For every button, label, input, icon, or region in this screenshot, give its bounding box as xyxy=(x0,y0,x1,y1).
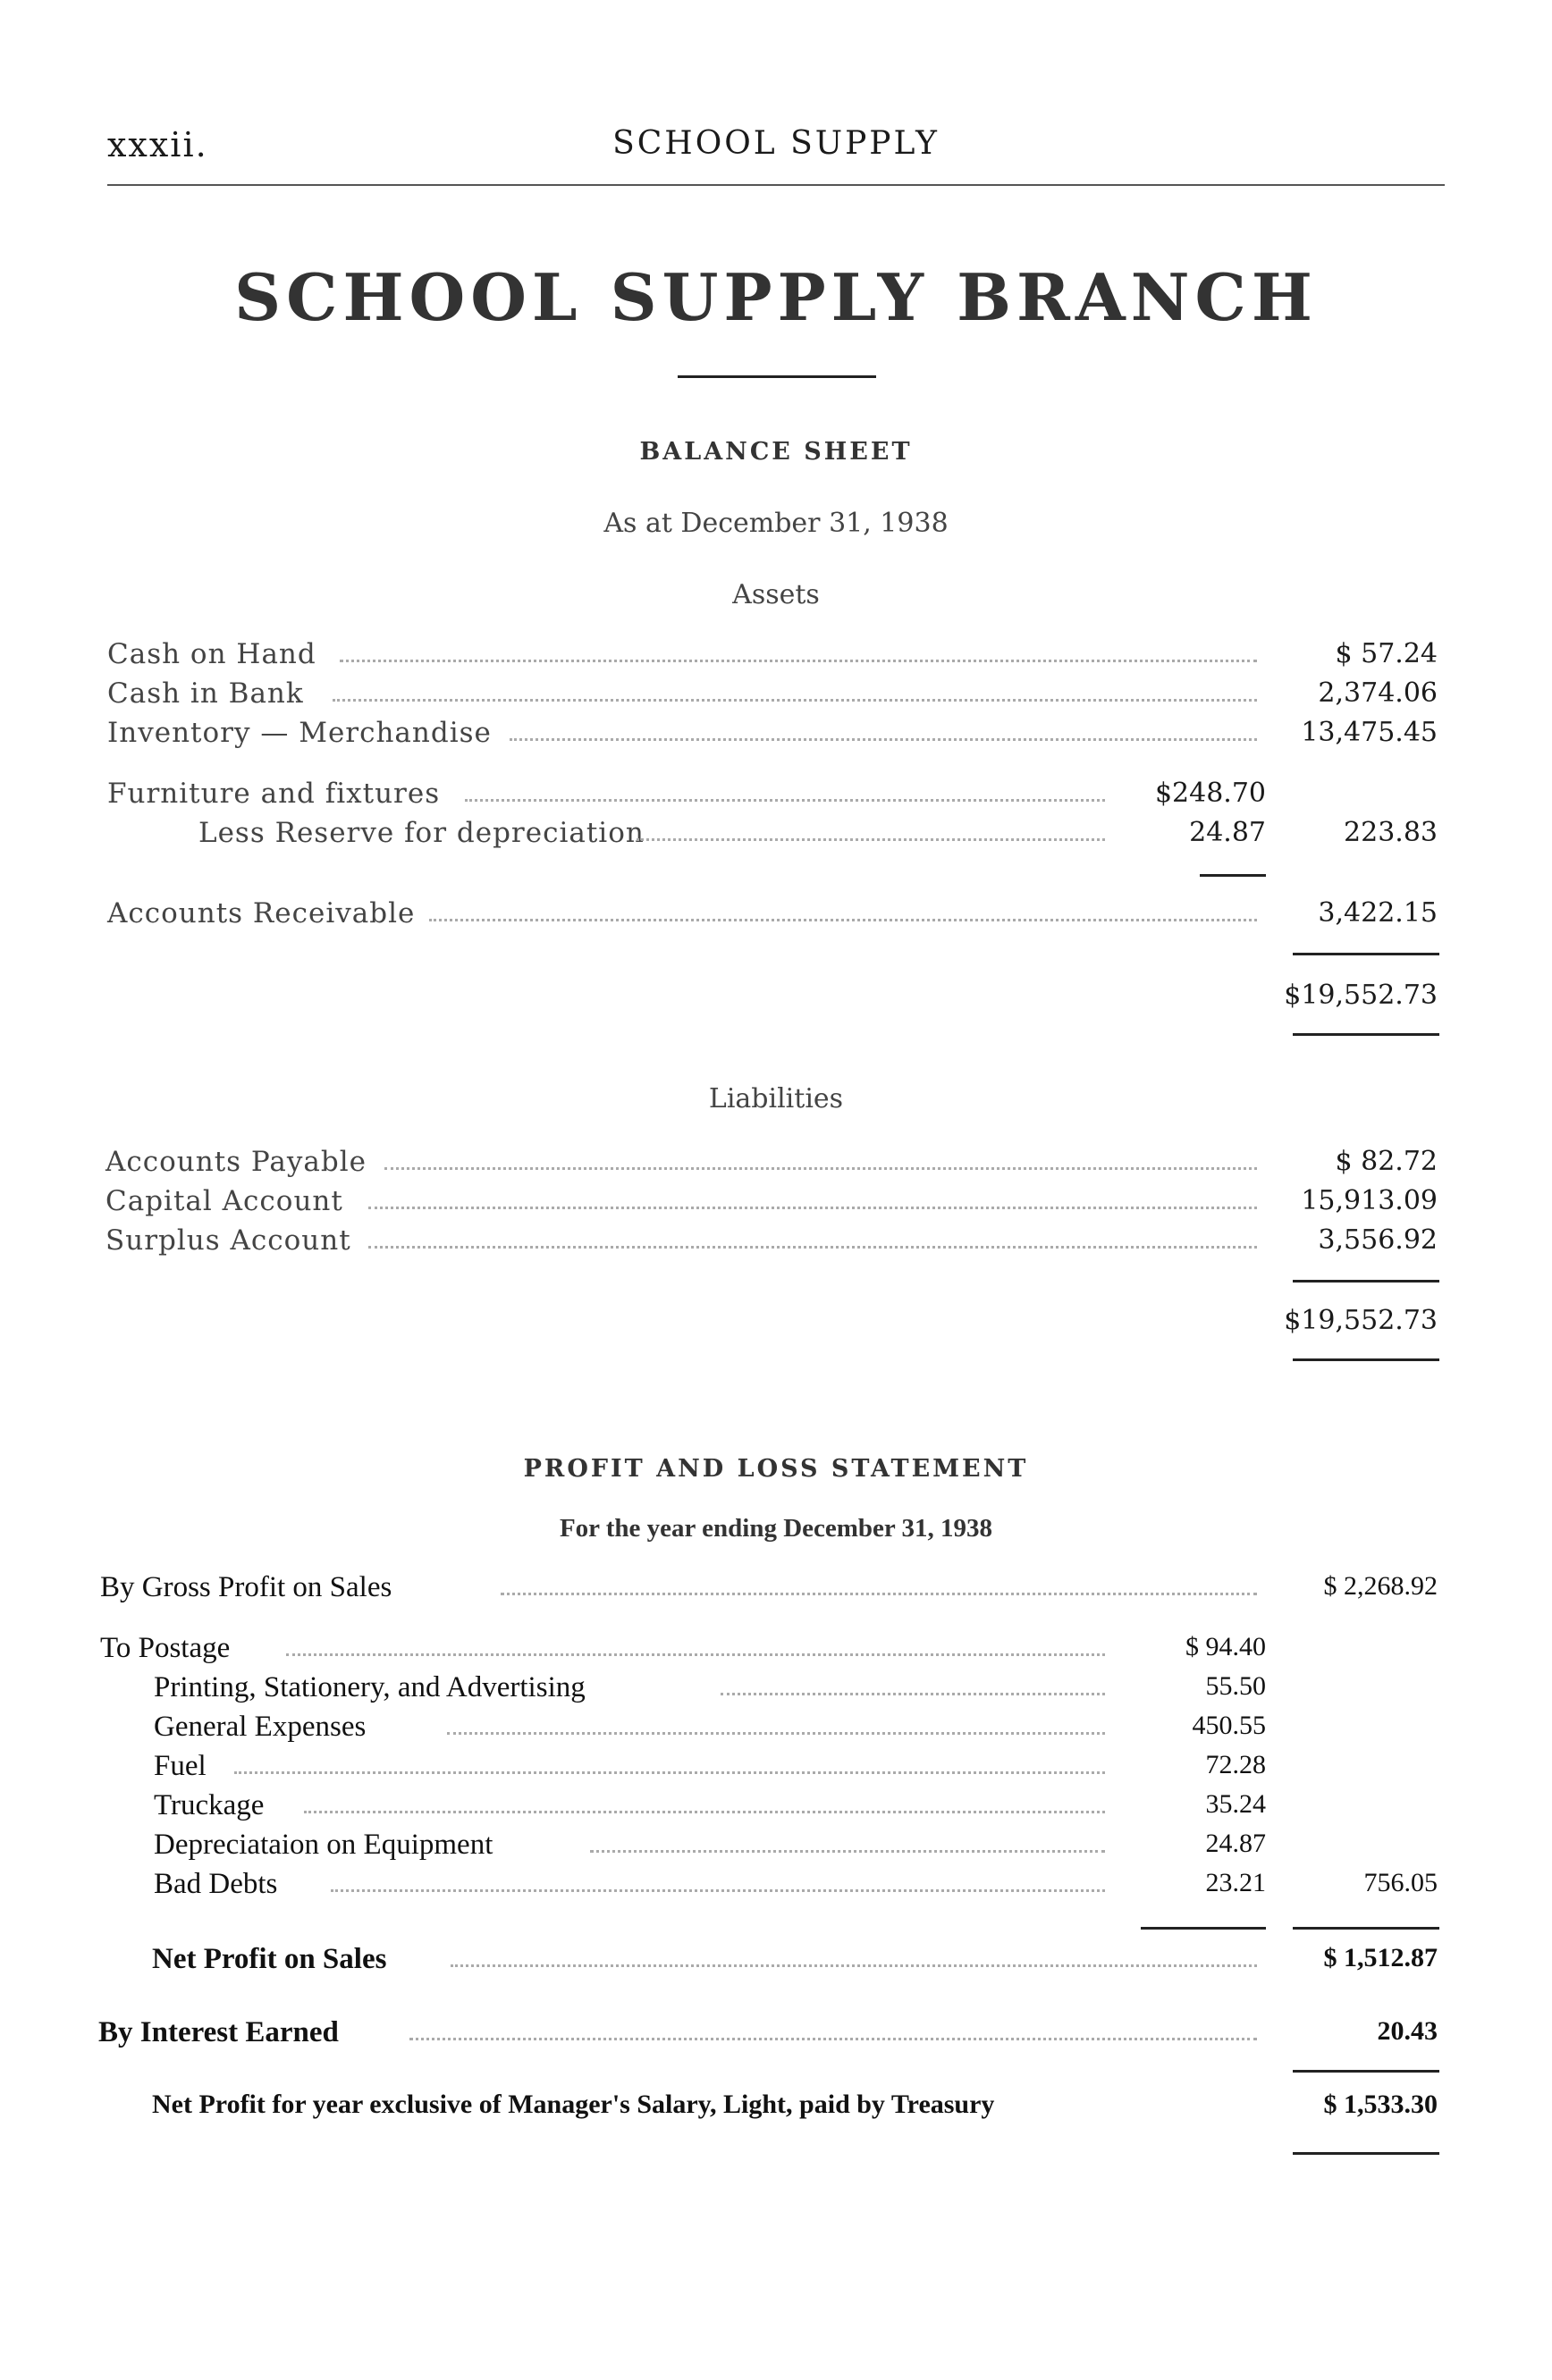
gross-profit-row xyxy=(0,1571,1552,1609)
leader-dots xyxy=(340,660,1257,662)
leader-dots xyxy=(590,1850,1105,1853)
profit-loss-heading: PROFIT AND LOSS STATEMENT xyxy=(523,1455,1029,1483)
row-label: Net Profit on Sales xyxy=(152,1943,387,1975)
asset-row-receivable xyxy=(0,897,1552,935)
leader-dots xyxy=(304,1811,1105,1813)
total-rule xyxy=(1293,1927,1439,1930)
row-amount: $ 57.24 xyxy=(1335,638,1438,669)
leader-dots xyxy=(234,1771,1105,1774)
row-label: Bad Debts xyxy=(154,1868,278,1900)
expense-row-bad-debts xyxy=(0,1868,1552,1905)
liability-row-surplus xyxy=(0,1224,1552,1262)
expense-row-printing xyxy=(0,1671,1552,1709)
row-label: Accounts Receivable xyxy=(107,897,416,929)
row-subamount: 72.28 xyxy=(1205,1750,1266,1779)
row-subamount: 35.24 xyxy=(1205,1789,1266,1819)
expenses-total: 756.05 xyxy=(1363,1868,1438,1897)
assets-label: Assets xyxy=(732,579,820,610)
leader-dots xyxy=(451,1964,1257,1967)
row-label: Cash on Hand xyxy=(107,638,316,670)
row-amount: 3,556.92 xyxy=(1318,1224,1438,1256)
leader-dots xyxy=(409,2038,1257,2040)
asset-row-inventory xyxy=(0,717,1552,754)
subtotal-rule xyxy=(1200,874,1266,877)
leader-dots xyxy=(721,1693,1105,1695)
page-number: xxxii. xyxy=(107,125,208,164)
row-subamount: $ 94.40 xyxy=(1185,1632,1266,1661)
total-rule xyxy=(1293,2070,1439,2073)
row-label: Cash in Bank xyxy=(107,677,304,710)
leader-dots xyxy=(384,1167,1257,1170)
row-amount: 13,475.45 xyxy=(1301,717,1438,748)
row-label: By Gross Profit on Sales xyxy=(100,1571,392,1603)
row-subamount: 450.55 xyxy=(1192,1711,1266,1740)
row-label: Capital Account xyxy=(105,1185,343,1217)
balance-sheet-date: As at December 31, 1938 xyxy=(603,508,949,539)
asset-row-reserve xyxy=(0,817,1552,854)
asset-row-cash-in-bank xyxy=(0,677,1552,715)
row-label: Less Reserve for depreciation xyxy=(198,817,645,849)
leader-dots xyxy=(429,919,1257,921)
header-rule xyxy=(107,184,1445,186)
row-label: By Interest Earned xyxy=(98,2016,339,2048)
total-rule xyxy=(1293,2152,1439,2155)
expense-row-fuel xyxy=(0,1750,1552,1787)
row-amount: $ 1,512.87 xyxy=(1323,1943,1438,1972)
net-profit-sales-row xyxy=(0,1943,1552,1981)
page-title: SCHOOL SUPPLY BRANCH xyxy=(234,259,1318,335)
expense-row-postage xyxy=(0,1632,1552,1669)
row-amount: 3,422.15 xyxy=(1318,897,1438,929)
row-amount: $ 2,268.92 xyxy=(1323,1571,1438,1601)
running-title: SCHOOL SUPPLY xyxy=(612,125,940,162)
liabilities-total-row xyxy=(0,1305,1552,1342)
leader-dots xyxy=(331,1889,1105,1892)
expense-row-depreciation xyxy=(0,1829,1552,1866)
liability-row-capital xyxy=(0,1185,1552,1223)
row-label: Surplus Account xyxy=(105,1224,351,1257)
row-subamount: 23.21 xyxy=(1205,1868,1266,1897)
profit-loss-period: For the year ending December 31, 1938 xyxy=(559,1514,993,1543)
row-label: General Expenses xyxy=(154,1711,367,1743)
row-amount: 20.43 xyxy=(1377,2016,1438,2046)
balance-sheet-heading: BALANCE SHEET xyxy=(639,438,913,466)
net-profit-year-row xyxy=(0,2090,1552,2127)
running-head xyxy=(107,125,1445,175)
total-rule xyxy=(1293,1280,1439,1283)
leader-dots xyxy=(447,1732,1105,1735)
title-rule xyxy=(678,375,876,378)
total-rule xyxy=(1293,1033,1439,1036)
row-label: Net Profit for year exclusive of Manager's Salary, Light, paid by Treasury xyxy=(152,2090,995,2119)
total-rule xyxy=(1293,1358,1439,1361)
row-amount: 2,374.06 xyxy=(1318,677,1438,709)
leader-dots xyxy=(368,1246,1257,1249)
row-amount: $ 82.72 xyxy=(1335,1146,1438,1177)
liabilities-label: Liabilities xyxy=(708,1083,844,1114)
total-rule xyxy=(1293,953,1439,955)
row-subamount: $248.70 xyxy=(1154,778,1266,809)
leader-dots xyxy=(368,1207,1257,1209)
subtotal-rule xyxy=(1141,1927,1266,1930)
row-amount: 223.83 xyxy=(1344,817,1438,848)
liabilities-total: $19,552.73 xyxy=(1284,1305,1438,1336)
row-label: Inventory — Merchandise xyxy=(107,717,492,749)
row-amount: 15,913.09 xyxy=(1301,1185,1438,1216)
row-label: Furniture and fixtures xyxy=(107,778,441,810)
asset-row-furniture xyxy=(0,778,1552,815)
row-amount: $ 1,533.30 xyxy=(1323,2090,1438,2119)
leader-dots xyxy=(286,1653,1105,1656)
row-label: Accounts Payable xyxy=(105,1146,367,1178)
row-subamount: 24.87 xyxy=(1205,1829,1266,1858)
leader-dots xyxy=(510,738,1257,741)
row-label: Depreciataion on Equipment xyxy=(154,1829,493,1861)
expense-row-general xyxy=(0,1711,1552,1748)
assets-total: $19,552.73 xyxy=(1284,980,1438,1011)
row-label: Fuel xyxy=(154,1750,207,1782)
row-label: Printing, Stationery, and Advertising xyxy=(154,1671,586,1703)
leader-dots xyxy=(333,699,1257,702)
row-subamount: 55.50 xyxy=(1205,1671,1266,1701)
row-label: To Postage xyxy=(100,1632,231,1664)
assets-total-row xyxy=(0,980,1552,1017)
asset-row-cash-on-hand xyxy=(0,638,1552,676)
row-subamount: 24.87 xyxy=(1189,817,1266,848)
liability-row-payable xyxy=(0,1146,1552,1183)
row-label: Truckage xyxy=(154,1789,265,1821)
leader-dots xyxy=(465,799,1105,802)
expense-row-truckage xyxy=(0,1789,1552,1827)
interest-row xyxy=(0,2016,1552,2054)
leader-dots xyxy=(637,838,1105,841)
leader-dots xyxy=(501,1593,1257,1595)
